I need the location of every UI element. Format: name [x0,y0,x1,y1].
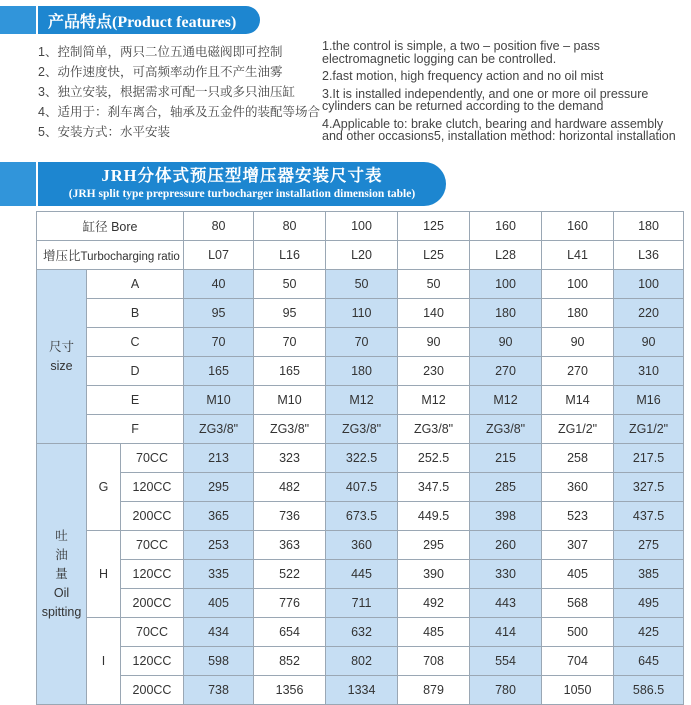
oil-value: 252.5 [398,444,470,473]
table-title-en: (JRH split type prepressure turbocharger installation dimension table) [68,188,416,200]
table-row [37,386,684,415]
oil-value: 327.5 [614,473,684,502]
oil-value: 1334 [326,676,398,705]
oil-value: 738 [184,676,254,705]
size-value: ZG3/8" [326,415,398,444]
oil-value: 215 [470,444,542,473]
size-value: 180 [326,357,398,386]
size-value: 90 [398,328,470,357]
oil-cc-label: 120CC [121,560,184,589]
oil-value: 495 [614,589,684,618]
bore-cell: 160 [542,212,614,241]
size-key: D [87,357,184,386]
oil-value: 523 [542,502,614,531]
size-value: 70 [326,328,398,357]
size-value: 110 [326,299,398,328]
oil-cc-label: 200CC [121,502,184,531]
feature-cn-item: 1、控制简单，两只二位五通电磁阀即可控制 [38,45,283,59]
table-row [37,444,684,473]
ratio-label-en: Turbocharging ratio [80,251,180,263]
size-value: 50 [254,270,326,299]
oil-cc-label: 70CC [121,618,184,647]
oil-label-line: Oil [53,585,70,600]
oil-value: 802 [326,647,398,676]
oil-value: 711 [326,589,398,618]
table-row [37,299,684,328]
bore-cell: 125 [398,212,470,241]
oil-cc-label: 120CC [121,473,184,502]
size-value: 180 [542,299,614,328]
oil-value: 347.5 [398,473,470,502]
size-value: M12 [470,386,542,415]
size-value: 220 [614,299,684,328]
size-value: 70 [184,328,254,357]
size-value: 100 [542,270,614,299]
ratio-cell: L41 [542,241,614,270]
oil-value: 852 [254,647,326,676]
oil-value: 363 [254,531,326,560]
table-row [37,415,684,444]
table-row [37,270,684,299]
oil-value: 492 [398,589,470,618]
oil-value: 414 [470,618,542,647]
size-value: 270 [470,357,542,386]
oil-value: 405 [542,560,614,589]
oil-value: 1050 [542,676,614,705]
oil-value: 434 [184,618,254,647]
oil-value: 632 [326,618,398,647]
size-key: B [87,299,184,328]
ratio-cell: L28 [470,241,542,270]
oil-label-line: 吐 [55,528,68,543]
size-value: 140 [398,299,470,328]
oil-value: 780 [470,676,542,705]
oil-value: 704 [542,647,614,676]
oil-cc-label: 200CC [121,589,184,618]
oil-value: 365 [184,502,254,531]
oil-label-line: 油 [55,547,68,562]
size-value: 165 [184,357,254,386]
oil-value: 500 [542,618,614,647]
oil-label [37,444,87,705]
size-label [37,270,87,444]
oil-value: 443 [470,589,542,618]
ratio-cell: L16 [254,241,326,270]
oil-value: 213 [184,444,254,473]
size-value: 100 [614,270,684,299]
bore-label-en: Bore [111,220,138,234]
bore-label-cn: 缸径 [82,220,108,234]
table-row [37,618,684,647]
size-key: A [87,270,184,299]
ratio-cell: L25 [398,241,470,270]
size-value: 100 [470,270,542,299]
bore-header [37,212,184,241]
oil-group-label: G [87,444,121,531]
oil-value: 260 [470,531,542,560]
oil-value: 405 [184,589,254,618]
size-value: 50 [398,270,470,299]
oil-value: 437.5 [614,502,684,531]
oil-value: 568 [542,589,614,618]
size-value: 95 [184,299,254,328]
table-row [37,328,684,357]
oil-value: 322.5 [326,444,398,473]
size-value: 310 [614,357,684,386]
feature-en-item: 4.Applicable to: brake clutch, bearing and hardware assembly and other occasions5, installation method: horizontal installation [322,116,676,143]
feature-en-item: 1.the control is simple, a two – position five – pass electromagnetic logging can be controlled. [322,39,600,66]
table-row [37,241,684,270]
oil-value: 307 [542,531,614,560]
size-value: 70 [254,328,326,357]
size-value: 50 [326,270,398,299]
table-row [37,357,684,386]
features-title-banner [38,6,260,34]
oil-label-line: spitting [41,604,82,619]
size-value: 95 [254,299,326,328]
size-label-en: size [50,358,73,373]
table-row [37,676,684,705]
table-title-cn: JRH分体式预压型增压器安装尺寸表 [101,166,383,185]
size-value: 165 [254,357,326,386]
oil-label-line: 量 [55,566,68,581]
size-value: ZG3/8" [398,415,470,444]
size-value: 90 [470,328,542,357]
oil-value: 1356 [254,676,326,705]
size-label-cn: 尺寸 [48,339,74,354]
feature-en-item: 3.It is installed independently, and one or more oil pressure cylinders can be returned according to the demand [322,86,649,113]
size-value: M10 [254,386,326,415]
size-value: ZG3/8" [470,415,542,444]
bore-cell: 80 [184,212,254,241]
size-value: M14 [542,386,614,415]
oil-value: 776 [254,589,326,618]
ratio-cell: L07 [184,241,254,270]
oil-value: 736 [254,502,326,531]
oil-value: 398 [470,502,542,531]
bore-cell: 180 [614,212,684,241]
oil-value: 407.5 [326,473,398,502]
ratio-cell: L36 [614,241,684,270]
oil-value: 522 [254,560,326,589]
size-key: F [87,415,184,444]
oil-cc-label: 70CC [121,444,184,473]
oil-value: 295 [398,531,470,560]
feature-cn-item: 5、安装方式：水平安装 [38,125,170,139]
ratio-cell: L20 [326,241,398,270]
table-row [37,647,684,676]
oil-value: 253 [184,531,254,560]
size-value: M16 [614,386,684,415]
oil-value: 258 [542,444,614,473]
feature-cn-item: 2、动作速度快，可高频率动作且不产生油雾 [38,65,283,79]
oil-value: 275 [614,531,684,560]
oil-value: 482 [254,473,326,502]
table-row [37,212,684,241]
oil-value: 449.5 [398,502,470,531]
oil-group-label: H [87,531,121,618]
table-title-banner [38,162,446,206]
feature-en-item: 2.fast motion, high frequency action and no oil mist [322,69,604,83]
title-stripe [0,162,36,206]
size-value: M10 [184,386,254,415]
oil-value: 673.5 [326,502,398,531]
size-value: ZG1/2" [542,415,614,444]
ratio-header [37,241,184,270]
oil-value: 335 [184,560,254,589]
size-value: 270 [542,357,614,386]
oil-value: 654 [254,618,326,647]
oil-value: 295 [184,473,254,502]
table-row [37,531,684,560]
oil-value: 360 [542,473,614,502]
size-value: 180 [470,299,542,328]
oil-value: 708 [398,647,470,676]
size-value: 40 [184,270,254,299]
oil-value: 586.5 [614,676,684,705]
oil-cc-label: 70CC [121,531,184,560]
size-value: ZG1/2" [614,415,684,444]
size-value: ZG3/8" [254,415,326,444]
size-key: C [87,328,184,357]
features-title: 产品特点(Product features) [48,13,237,31]
table-row [37,560,684,589]
features-list-cn [38,42,320,142]
oil-value: 598 [184,647,254,676]
oil-cc-label: 200CC [121,676,184,705]
bore-cell: 160 [470,212,542,241]
oil-value: 554 [470,647,542,676]
title-stripe [0,6,36,34]
oil-value: 360 [326,531,398,560]
size-value: ZG3/8" [184,415,254,444]
size-value: 90 [542,328,614,357]
oil-value: 425 [614,618,684,647]
oil-value: 385 [614,560,684,589]
size-value: 230 [398,357,470,386]
feature-cn-item: 4、适用于：刹车离合，轴承及五金件的装配等场合 [38,105,320,119]
oil-value: 645 [614,647,684,676]
ratio-label-cn: 增压比 [43,249,81,263]
table-row [37,473,684,502]
table-row [37,502,684,531]
oil-value: 330 [470,560,542,589]
bore-cell: 100 [326,212,398,241]
feature-cn-item: 3、独立安装，根据需求可配一只或多只油压缸 [38,85,295,99]
oil-value: 485 [398,618,470,647]
oil-value: 445 [326,560,398,589]
oil-value: 323 [254,444,326,473]
oil-value: 285 [470,473,542,502]
size-value: M12 [326,386,398,415]
size-value: M12 [398,386,470,415]
features-list-en [322,40,682,148]
oil-cc-label: 120CC [121,647,184,676]
size-key: E [87,386,184,415]
oil-group-label: I [87,618,121,705]
oil-value: 217.5 [614,444,684,473]
oil-value: 390 [398,560,470,589]
dimension-table [36,211,684,705]
size-value: 90 [614,328,684,357]
table-row [37,589,684,618]
oil-value: 879 [398,676,470,705]
bore-cell: 80 [254,212,326,241]
